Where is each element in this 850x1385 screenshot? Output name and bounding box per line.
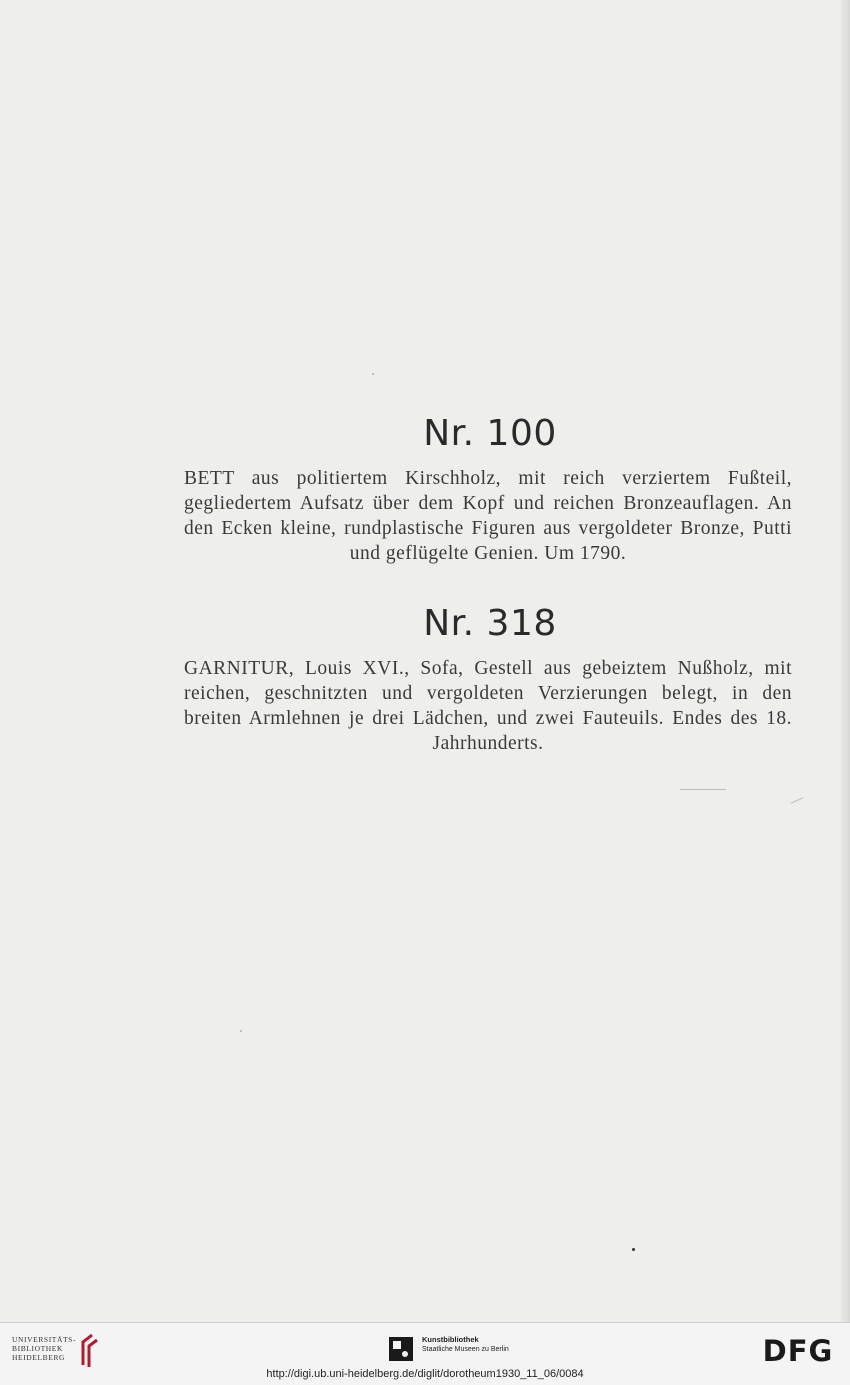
dfg-logo-icon	[758, 1335, 838, 1365]
paper-speck	[240, 1030, 242, 1032]
paper-speck	[632, 1248, 635, 1251]
library-line: BIBLIOTHEK	[12, 1344, 63, 1353]
entry-description-318: GARNITUR, Louis XVI., Sofa, Gestell aus gebeiztem Nußholz, mit reichen, geschnitzten und vergoldeten Verzierungen belegt, in den breiten Armlehnen je drei Lädchen, und zwei Fauteuils. Endes des 18. Jahrhunderts.	[184, 658, 792, 754]
library-line: HEIDELBERG	[12, 1353, 66, 1362]
entry-description-100: BETT aus politiertem Kirschholz, mit reich verziertem Fußteil, gegliedertem Aufsatz über dem Kopf und reichen Bronzeauflagen. An den Ecken kleine, rundplastische Figuren aus vergoldeter Bronze, Putti und geflügelte Genien. Um 1790.	[184, 468, 792, 564]
page-edge-shadow	[841, 0, 850, 1322]
heidelberg-library-label	[12, 1335, 76, 1362]
source-url-link[interactable]: http://digi.ub.uni-heidelberg.de/diglit/dorotheum1930_11_06/0084	[266, 1368, 584, 1380]
digitization-footer	[0, 1322, 850, 1385]
paper-mark	[790, 797, 803, 804]
kunstbibliothek-subtitle: Staatliche Museen zu Berlin	[422, 1346, 509, 1353]
kunstbibliothek-logo-icon	[389, 1337, 413, 1361]
paper-speck	[372, 373, 374, 375]
kunstbibliothek-title: Kunstbibliothek	[422, 1335, 479, 1344]
entry-number-318: Nr. 318	[423, 603, 557, 644]
entry-number-100: Nr. 100	[423, 413, 557, 454]
paper-mark	[680, 789, 726, 790]
dfg-logo-text: DFG	[762, 1335, 834, 1365]
kunstbibliothek-label	[422, 1334, 509, 1355]
library-line: UNIVERSITÄTS-	[12, 1335, 77, 1344]
heidelberg-library-logo-icon	[78, 1333, 102, 1369]
